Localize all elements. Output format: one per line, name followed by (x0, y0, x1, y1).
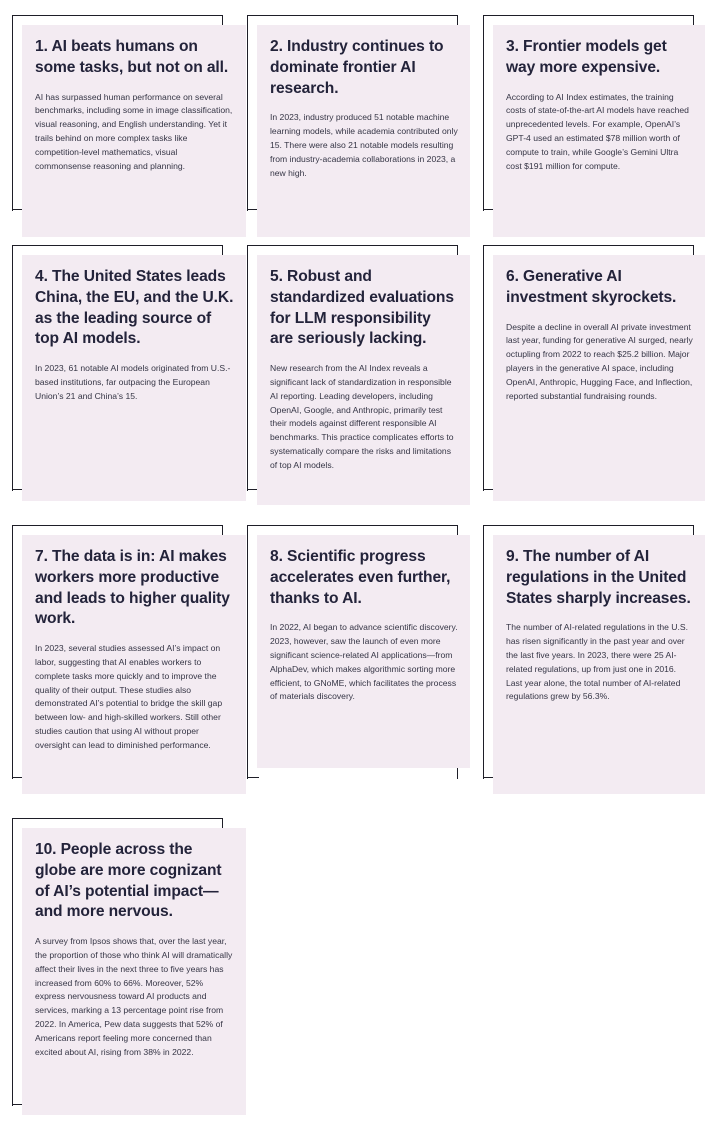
card-title: 5. Robust and standardized evaluations for LLM responsibility are seriously lacking. (270, 268, 454, 348)
card-frame-corner (247, 777, 259, 778)
card-panel (257, 535, 470, 768)
card-title: 8. Scientific progress accelerates even further, thanks to AI. (270, 548, 451, 607)
card-panel (257, 25, 470, 237)
card-body: New research from the AI Index reveals a significant lack of standardization in responsible AI reporting. Leading developers, including OpenAI, Google, and Anthropic, primarily test their models against different responsible AI benchmarks. This practice complicates efforts to systematically compare the risks and limitations of top AI models. (270, 363, 454, 470)
card-body: In 2023, industry produced 51 notable machine learning models, while academia contributed only 15. There were also 21 notable models resulting from industry-academia collaborations in 2023, a new high. (270, 112, 458, 178)
card-title: 4. The United States leads China, the EU, and the U.K. as the leading source of top AI models. (35, 268, 234, 348)
card-body: According to AI Index estimates, the training costs of state-of-the-art AI models have reached unprecedented levels. For example, OpenAI’s GPT-4 used an estimated $78 million worth of compute to train, while Google’s Gemini Ultra cost $191 million for compute. (506, 91, 689, 171)
card-panel (493, 25, 705, 237)
card-panel (22, 25, 246, 237)
card-title: 7. The data is in: AI makes workers more productive and leads to higher quality work. (35, 548, 230, 628)
card-title: 1. AI beats humans on some tasks, but not on all. (35, 38, 229, 76)
card-title: 2. Industry continues to dominate frontier AI research. (270, 38, 444, 97)
card-body: A survey from Ipsos shows that, over the last year, the proportion of those who think AI will dramatically affect their lives in the next three to five years has increased from 60% to 66%. Moreover, 52% express nervousness toward AI products and services, marking a 13 percentage point rise from 2022. In America, Pew data suggests that 52% of Americans report feeling more concerned than excited about AI, rising from 38% in 2022. (35, 936, 233, 1057)
card-body: AI has surpassed human performance on several benchmarks, including some in image classification, visual reasoning, and English understanding. Yet it trails behind on more complex tasks like competition-level mathematics, visual commonsense reasoning and planning. (35, 91, 233, 171)
card-panel (22, 828, 246, 1115)
card-body: Despite a decline in overall AI private investment last year, funding for generative AI surged, nearly octupling from 2022 to reach $25.2 billion. Major players in the generative AI space, including OpenAI, Anthropic, Hugging Face, and Inflection, reported substantial fundraising rounds. (506, 321, 693, 401)
card-panel (22, 255, 246, 501)
card-body: In 2023, several studies assessed AI’s impact on labor, suggesting that AI enables workers to complete tasks more quickly and to improve the quality of their output. These studies also demonstrated AI’s potential to bridge the skill gap between low- and high-skilled workers. Still other studies caution that using AI without proper oversight can lead to diminished performance. (35, 643, 223, 750)
card-panel (493, 255, 705, 501)
card-title: 9. The number of AI regulations in the United States sharply increases. (506, 548, 691, 607)
card-panel (493, 535, 705, 794)
card-title: 6. Generative AI investment skyrockets. (506, 268, 677, 306)
card-body: The number of AI-related regulations in the U.S. has risen significantly in the past year and over the last five years. In 2023, there were 25 AI-related regulations, up from just one in 2016. Last year alone, the total number of AI-related regulations grew by 56.3%. (506, 622, 688, 702)
card-panel (257, 255, 470, 505)
card-title: 10. People across the globe are more cognizant of AI’s potential impact—and more nervous. (35, 841, 222, 921)
card-title: 3. Frontier models get way more expensive. (506, 38, 667, 76)
card-panel (22, 535, 246, 794)
card-body: In 2023, 61 notable AI models originated from U.S.-based institutions, far outpacing the European Union’s 21 and China’s 15. (35, 363, 231, 401)
card-body: In 2022, AI began to advance scientific discovery. 2023, however, saw the launch of even more significant science-related AI applications—from AlphaDev, which makes algorithmic sorting more efficient, to GNoME, which facilitates the process of materials discovery. (270, 622, 458, 702)
